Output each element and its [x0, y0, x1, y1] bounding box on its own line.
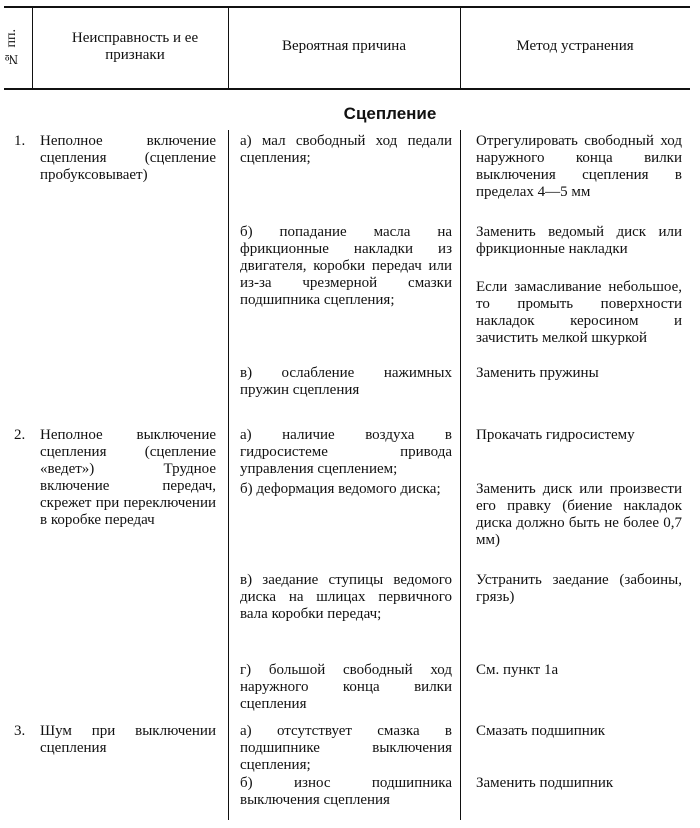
- header-divider-3: [460, 8, 461, 88]
- column-divider-left: [228, 130, 229, 820]
- fault-text: Неполное включение сцепления (сцепление пробуксовывает): [40, 133, 216, 183]
- cause-text: а) наличие воздуха в гидросистеме привода управления сцеплением;: [240, 427, 452, 477]
- top-rule: [4, 6, 690, 8]
- remedy-text: Заменить пружины: [476, 365, 599, 381]
- remedy-text: Отрегулировать свободный ход наружного конца вилки выключения сцепления в пределах 4—5 мм: [476, 133, 682, 200]
- section-title: Сцепление: [343, 104, 437, 123]
- row-number: 2.: [14, 427, 26, 443]
- header-num: № пп.: [4, 29, 19, 66]
- cause-text: б) износ подшипника выключения сцепления: [240, 775, 452, 808]
- remedy-text: См. пункт 1а: [476, 662, 559, 678]
- cause-text: б) деформация ведомого диска;: [240, 481, 441, 497]
- remedy-text: Устранить заедание (забоины, грязь): [476, 572, 682, 605]
- remedy-text: Заменить ведомый диск или фрикционные накладки: [476, 224, 682, 257]
- remedy-text: Прокачать гидросистему: [476, 427, 635, 443]
- column-divider-right: [460, 130, 461, 820]
- cause-text: а) отсутствует смазка в подшипнике выключения сцепления;: [240, 723, 452, 773]
- fault-text: Неполное выключение сцепления (сцепление «ведет») Трудное включение передач, скрежет при переключении в коробке передач: [40, 427, 216, 528]
- cause-text: в) ослабление нажимных пружин сцепления: [240, 365, 452, 398]
- cause-text: б) попадание масла на фрикционные накладки из двигателя, коробки передач или из-за чрезмерной смазки подшипника сцепления;: [240, 224, 452, 308]
- cause-text: а) мал свободный ход педали сцепления;: [240, 133, 452, 166]
- remedy-text: Заменить подшипник: [476, 775, 614, 791]
- row-number: 3.: [14, 723, 26, 739]
- header-fault: Неисправность и ее признаки: [71, 30, 199, 63]
- header-cause: Вероятная причина: [282, 38, 406, 54]
- remedy-text: Если замасливание небольшое, то промыть поверхности накладок керосином и зачистить мелкой шкуркой: [476, 279, 682, 346]
- header-bottom-rule: [4, 88, 690, 90]
- header-divider-2: [228, 8, 229, 88]
- fault-text: Шум при выключении сцепления: [40, 723, 216, 756]
- row-number: 1.: [14, 133, 26, 149]
- cause-text: г) большой свободный ход наружного конца вилки сцепления: [240, 662, 452, 712]
- remedy-text: Заменить диск или произвести его правку (биение накладок диска должно быть не более 0,7 мм): [476, 481, 682, 548]
- header-remedy: Метод устранения: [516, 38, 634, 54]
- cause-text: в) заедание ступицы ведомого диска на шлицах первичного вала коробки передач;: [240, 572, 452, 622]
- header-divider-1: [32, 8, 33, 88]
- remedy-text: Смазать подшипник: [476, 723, 606, 739]
